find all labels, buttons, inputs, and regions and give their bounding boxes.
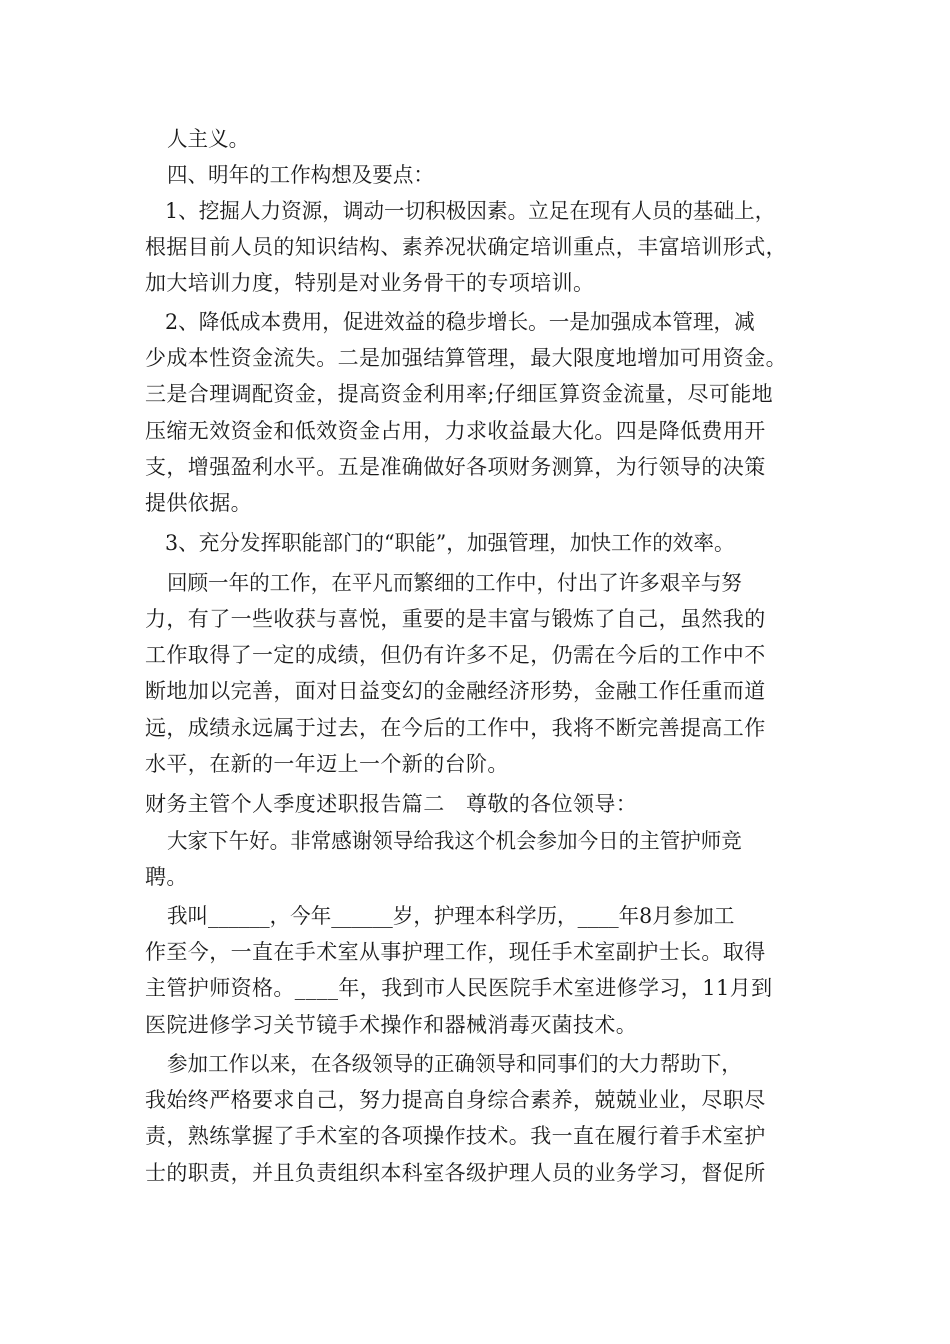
text-line: 加大培训力度，特别是对业务骨干的专项培训。 [145,271,595,295]
text-line: 医院进修学习关节镜手术操作和器械消毒灭菌技术。 [145,1013,638,1037]
text-line: 主管护师资格。____年，我到市人民医院手术室进修学习，11月到 [145,976,773,1000]
text-line: 工作取得了一定的成绩，但仍有许多不足，仍需在今后的工作中不 [145,643,766,667]
text-line: 力，有了一些收获与喜悦，重要的是丰富与锻炼了自己，虽然我的 [145,607,766,631]
text-line: 人主义。 [167,127,250,151]
text-line: 责，熟练掌握了手术室的各项操作技术。我一直在履行着手术室护 [145,1124,766,1148]
text-line: 士的职责，并且负责组织本科室各级护理人员的业务学习，督促所 [145,1161,766,1185]
text-line: 三是合理调配资金，提高资金利用率;仔细匡算资金流量，尽可能地 [145,382,774,406]
text-line: 参加工作以来，在各级领导的正确领导和同事们的大力帮助下， [167,1052,742,1076]
section-heading: 四、明年的工作构想及要点： [167,163,434,187]
text-line: 我叫______，今年______岁，护理本科学历，____年8月参加工 [167,904,735,928]
text-line: 2、降低成本费用，促进效益的稳步增长。一是加强成本管理，减 [165,310,755,334]
text-line: 作至今，一直在手术室从事护理工作，现任手术室副护士长。取得 [145,940,766,964]
text-line: 提供依据。 [145,491,252,515]
text-line: 聘。 [145,865,188,889]
text-line: 少成本性资金流失。二是加强结算管理，最大限度地增加可用资金。 [145,346,787,370]
text-line: 我始终严格要求自己，努力提高自身综合素养，兢兢业业，尽职尽 [145,1088,766,1112]
text-line: 支，增强盈利水平。五是准确做好各项财务测算，为行领导的决策 [145,455,766,479]
text-line: 断地加以完善，面对日益变幻的金融经济形势，金融工作任重而道 [145,679,766,703]
text-line: 压缩无效资金和低效资金占用，力求收益最大化。四是降低费用开 [145,419,766,443]
text-line: 大家下午好。非常感谢领导给我这个机会参加今日的主管护师竞 [167,829,742,853]
article-heading: 财务主管个人季度述职报告篇二 尊敬的各位领导： [145,792,638,816]
text-line: 水平，在新的一年迈上一个新的台阶。 [145,752,509,776]
text-line: 根据目前人员的知识结构、素养况状确定培训重点，丰富培训形式， [145,235,787,259]
text-line: 远，成绩永远属于过去，在今后的工作中，我将不断完善提高工作 [145,716,766,740]
text-line: 1、挖掘人力资源，调动一切积极因素。立足在现有人员的基础上， [165,199,776,223]
text-line: 3、充分发挥职能部门的“职能”，加强管理，加快工作的效率。 [165,531,735,555]
text-line: 回顾一年的工作，在平凡而繁细的工作中，付出了许多艰辛与努 [167,571,742,595]
